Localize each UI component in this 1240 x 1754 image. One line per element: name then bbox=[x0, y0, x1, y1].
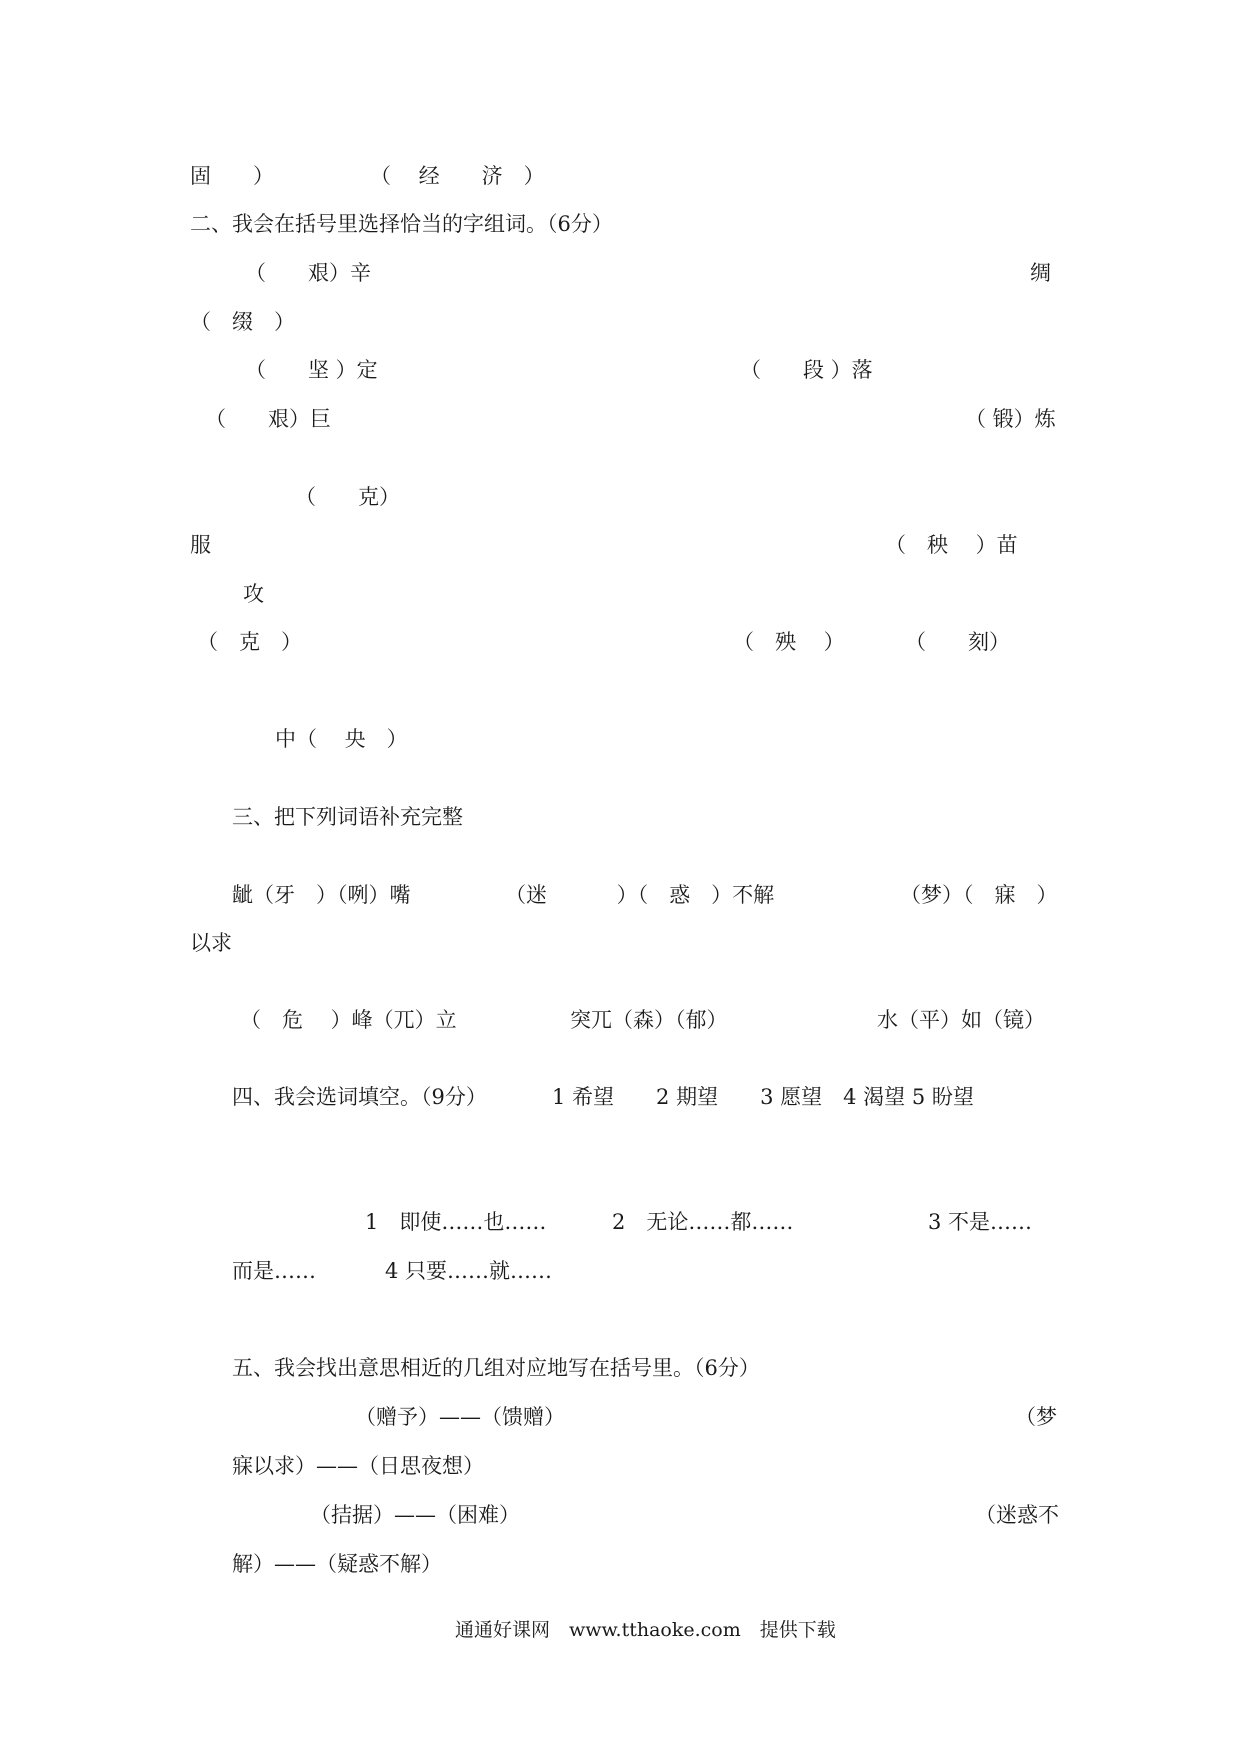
text-line: （拮据）——（困难） bbox=[310, 1503, 520, 1527]
text-line: 绸 bbox=[1030, 261, 1051, 285]
text-line: 龇（牙 ）（咧）嘴 bbox=[232, 883, 411, 907]
text-line: 1 希望 2 期望 3 愿望 4 渴望 5 盼望 bbox=[552, 1085, 974, 1109]
text-line: （ 克 ） bbox=[197, 630, 302, 654]
text-line: （ 锻）炼 bbox=[965, 407, 1056, 431]
text-line: 中（ 央 ） bbox=[275, 727, 408, 751]
text-line: （ 经 济 ） bbox=[370, 164, 545, 188]
text-line: （ 秧 ）苗 bbox=[885, 533, 1018, 557]
text-line: 1 即使……也…… bbox=[365, 1210, 547, 1234]
text-line: （ 缀 ） bbox=[190, 310, 295, 334]
text-line: 解）——（疑惑不解） bbox=[232, 1552, 442, 1576]
text-line: 水（平）如（镜） bbox=[877, 1008, 1045, 1032]
text-line: （赠予）——（馈赠） bbox=[355, 1405, 565, 1429]
text-line: （ 克） bbox=[295, 485, 400, 509]
text-line: 服 bbox=[190, 533, 211, 557]
text-line: 以求 bbox=[190, 931, 232, 955]
text-line: （梦 bbox=[1015, 1405, 1057, 1429]
text-line: （ 殃 ） bbox=[733, 630, 845, 654]
text-line: （迷惑不 bbox=[975, 1503, 1059, 1527]
text-line: 攻 bbox=[243, 582, 264, 606]
section-heading: 三、把下列词语补充完整 bbox=[232, 805, 463, 829]
text-line: （ 坚 ）定 bbox=[245, 358, 378, 382]
text-line: 固 ） bbox=[190, 164, 274, 188]
text-line: 2 无论……都…… bbox=[612, 1210, 794, 1234]
text-line: （ 艰）巨 bbox=[205, 407, 331, 431]
text-line: 寐以求）——（日思夜想） bbox=[232, 1454, 484, 1478]
footer-text: 通通好课网 www.tthaoke.com 提供下载 bbox=[455, 1619, 836, 1641]
text-line: （ 段 ）落 bbox=[740, 358, 873, 382]
text-line: 4 只要……就…… bbox=[385, 1259, 553, 1283]
text-line: 突兀（森）（郁） bbox=[570, 1008, 728, 1032]
section-heading: 四、我会选词填空。（9分） bbox=[232, 1085, 487, 1109]
text-line: （迷 ）（ 惑 ）不解 bbox=[505, 883, 775, 907]
text-line: （ 刻） bbox=[905, 630, 1010, 654]
text-line: 而是…… bbox=[232, 1259, 316, 1283]
section-heading: 五、我会找出意思相近的几组对应地写在括号里。（6分） bbox=[232, 1356, 760, 1380]
section-heading: 二、我会在括号里选择恰当的字组词。（6分） bbox=[190, 212, 613, 236]
text-line: （梦）（ 寐 ） bbox=[900, 883, 1058, 907]
text-line: （ 艰）辛 bbox=[245, 261, 371, 285]
text-line: （ 危 ）峰（兀）立 bbox=[240, 1008, 457, 1032]
text-line: 3 不是…… bbox=[928, 1210, 1033, 1234]
